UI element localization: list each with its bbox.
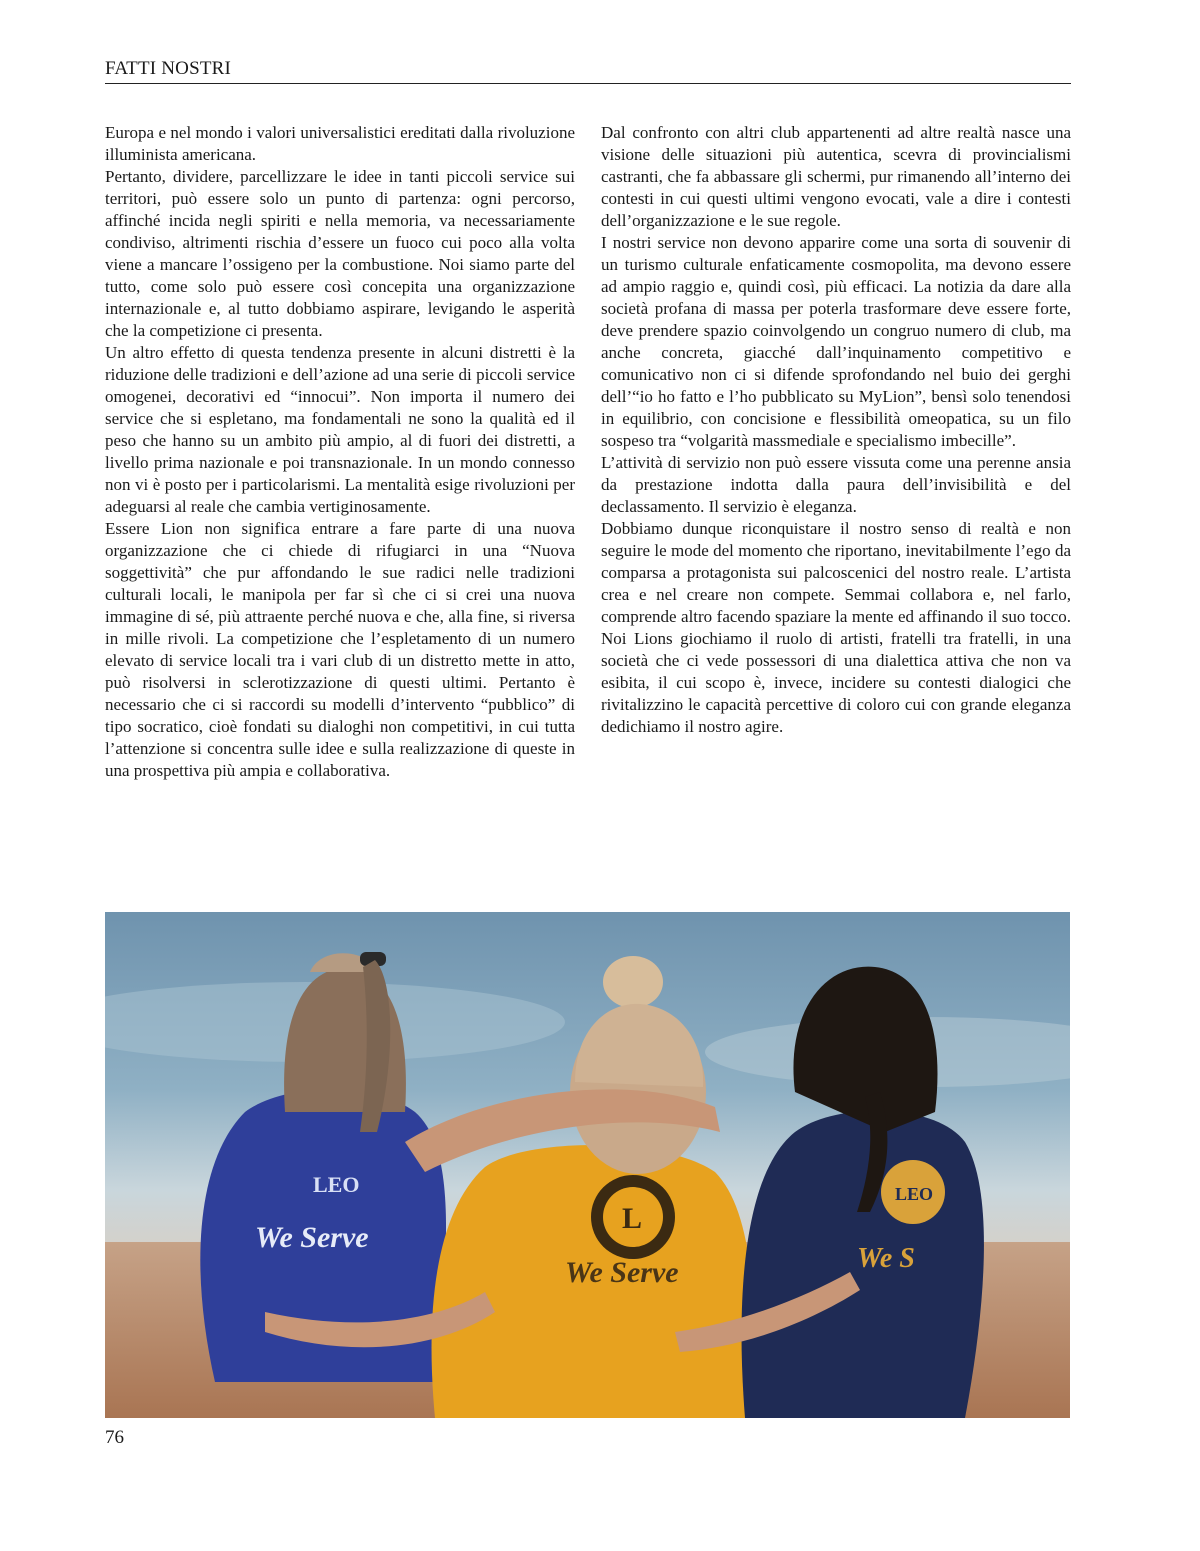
beach-photo <box>105 912 1070 1418</box>
paragraph: Un altro effetto di questa tendenza presente in alcuni distretti è la riduzione delle tradizioni e dell’azione ad una serie di piccoli service omogenei, decorativi ed “innocui”. Non importa il numero dei service che si espletano, ma fondamentali ne sono la qualità ed il peso che hanno su un ambito più ampio, al di fuori dei distretti, a livello prima nazionale e poi transnazionale. In un mondo connesso non vi è posto per i particolarismi. La mentalità esige rivoluzioni per adeguarsi al reale che cambia vertiginosamente. <box>105 343 575 516</box>
shirt-right-logo: LEO <box>895 1184 934 1204</box>
paragraph: Dobbiamo dunque riconquistare il nostro senso di realtà e non seguire le mode del momento che riportano, inevitabilmente l’ego da comparsa a protagonista sui palcoscenici del nostro reale. L’artista crea e nel creare non compete. Semmai collabora e, nel farlo, comprende altro facendo spaziare la mente ed affinando il suo tocco. Noi Lions giochiamo il ruolo di artisti, fratelli tra fratelli, in una società che ci vede possessori di una dialettica attiva che non va esibita, il cui scopo è, invece, incidere su contesti dialogici che rivitalizzino le capacità percettive di coloro cui con grande eleganza dedichiamo il nostro agire. <box>601 519 1071 736</box>
paragraph: L’attività di servizio non può essere vissuta come una perenne ansia da prestazione indotta dalla paura dell’invisibilità e del declassamento. Il servizio è eleganza. <box>601 453 1071 516</box>
shirt-middle-logo-letter: L <box>622 1202 643 1235</box>
paragraph: Europa e nel mondo i valori universalistici ereditati dalla rivoluzione illuminista americana. <box>105 123 575 164</box>
shirt-left-text: We Serve <box>255 1221 369 1254</box>
shirt-right-text: We S <box>857 1243 915 1274</box>
page-number: 76 <box>105 1427 124 1448</box>
right-text-column <box>601 122 1071 738</box>
paragraph: I nostri service non devono apparire come una sorta di souvenir di un turismo culturale enfaticamente cosmopolita, ma devono essere ad ampio raggio e, quindi così, più efficaci. La notizia da dare alla società profana di massa per poterla trasformare deve essere forte, deve prendere spazio coinvolgendo un congruo numero di club, ma anche concreta, giacché dall’inquinamento competitivo e comunicativo non ci si difende sprofondando nel buio dei gerghi dell’“io ho fatto e l’ho pubblicato su MyLion”, bensì solo tenendosi in equilibrio, con concisione e flessibilità omeopatica, su un filo sospeso tra “volgarità massmediale e specialismo imbecille”. <box>601 233 1071 450</box>
paragraph: Dal confronto con altri club appartenenti ad altre realtà nasce una visione delle situazioni più autentica, scevra di provincialismi castranti, che fa abbassare gli schermi, pur rimanendo all’interno dei contesti in cui questi ultimi vengono evocati, vale a dire i contesti dell’organizzazione e le sue regole. <box>601 123 1071 230</box>
shirt-left-logo: LEO <box>313 1172 360 1197</box>
section-header: FATTI NOSTRI <box>105 58 1071 84</box>
paragraph: Pertanto, dividere, parcellizzare le idee in tanti piccoli service sui territori, può essere solo un punto di partenza: ogni percorso, affinché incida negli spiriti e nella memoria, va necessariamente condiviso, altrimenti rischia d’essere un fuoco cui poco alla volta viene a mancare l’ossigeno per la combustione. Noi siamo parte del tutto, come solo può essere così concepita una organizzazione internazionale e, al tutto dobbiamo aspirare, levigando le asperità che la competizione ci presenta. <box>105 167 575 340</box>
paragraph: Essere Lion non significa entrare a fare parte di una nuova organizzazione che ci chiede di rifugiarci in una “Nuova soggettività” che pur affondando le sue radici nelle tradizioni culturali locali, le manipola per far sì che ci si crei una nuova immagine di sé, più attraente perché nuova e che, alla fine, si riversa in mille rivoli. La competizione che l’espletamento di un numero elevato di service locali tra i vari club di un distretto mette in atto, può risolversi in sclerotizzazione di questi ultimi. Pertanto è necessario che ci si raccordi su modelli d’intervento “pubblico” di tipo socratico, cioè fondati su dialoghi non competitivi, in cui tutta l’attenzione si concentra sulle idee e sulla realizzazione di queste in una prospettiva più ampia e collaborativa. <box>105 519 575 780</box>
left-text-column <box>105 122 575 782</box>
shirt-middle-text: We Serve <box>565 1256 679 1289</box>
